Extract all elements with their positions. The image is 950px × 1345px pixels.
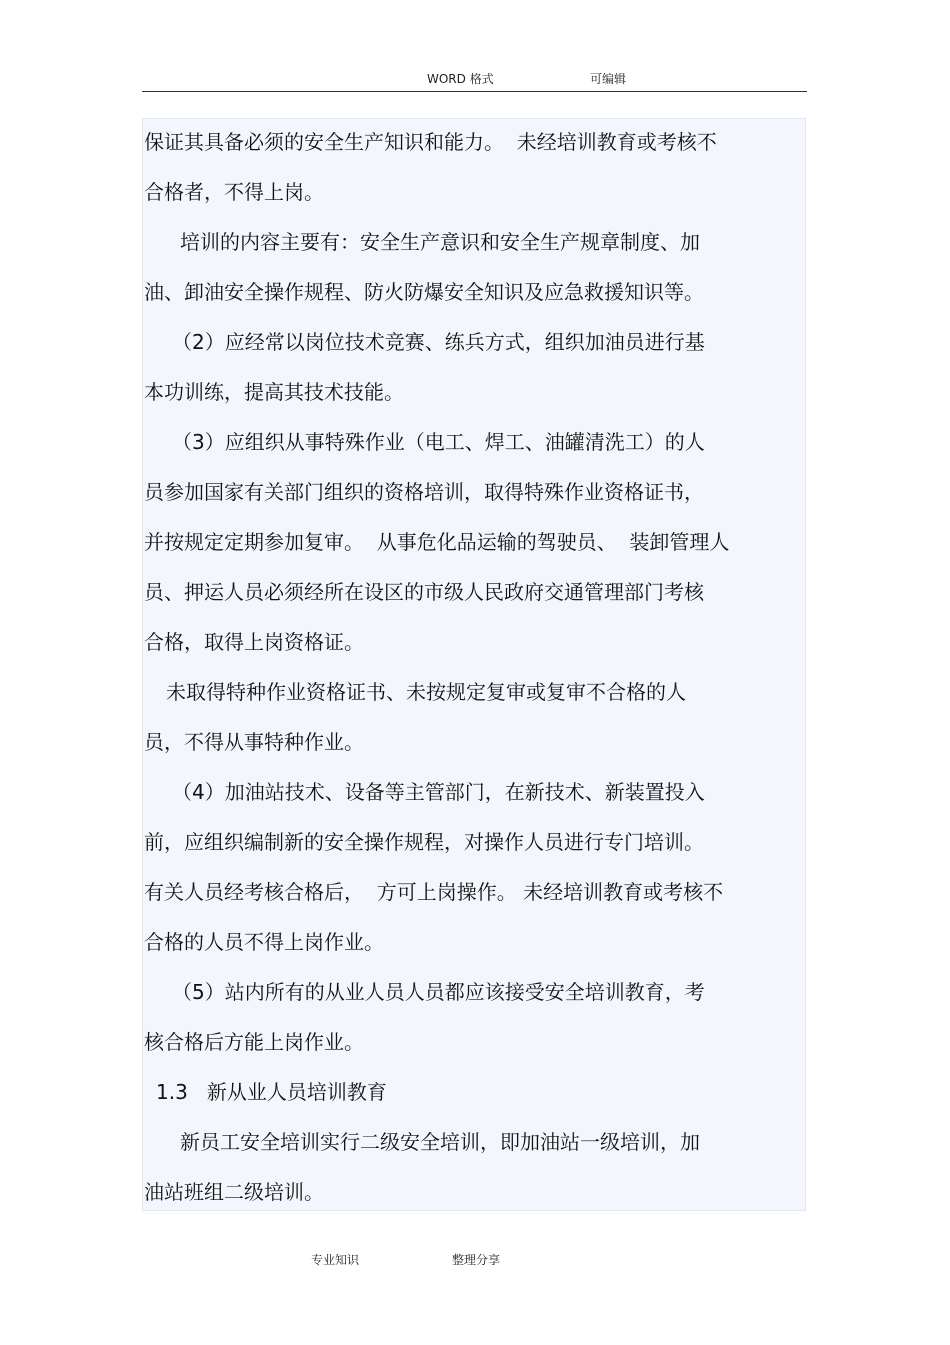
text-line: 新员工安全培训实行二级安全培训，即加油站一级培训，加 bbox=[180, 1130, 700, 1154]
header-left-label: WORD 格式 bbox=[427, 72, 494, 86]
text-line: （3）应组织从事特殊作业（电工、焊工、油罐清洗工）的人 bbox=[172, 430, 705, 454]
text-line: 员，不得从事特种作业。 bbox=[144, 730, 364, 754]
text-line: （4）加油站技术、设备等主管部门，在新技术、新装置投入 bbox=[172, 780, 705, 804]
text-line: 员、押运人员必须经所在设区的市级人民政府交通管理部门考核 bbox=[144, 580, 704, 604]
header-divider bbox=[142, 91, 807, 92]
text-line: 合格，取得上岗资格证。 bbox=[144, 630, 364, 654]
text-line: 合格的人员不得上岗作业。 bbox=[144, 930, 384, 954]
text-line: 培训的内容主要有：安全生产意识和安全生产规章制度、加 bbox=[180, 230, 700, 254]
text-line: 油站班组二级培训。 bbox=[144, 1180, 324, 1204]
text-line: 有关人员经考核合格后， 方可上岗操作。 未经培训教育或考核不 bbox=[144, 880, 724, 904]
text-line: 核合格后方能上岗作业。 bbox=[144, 1030, 364, 1054]
text-line: （2）应经常以岗位技术竞赛、练兵方式，组织加油员进行基 bbox=[172, 330, 705, 354]
text-line: 未取得特种作业资格证书、未按规定复审或复审不合格的人 bbox=[166, 680, 686, 704]
text-line: 油、卸油安全操作规程、防火防爆安全知识及应急救援知识等。 bbox=[144, 280, 704, 304]
text-line: （5）站内所有的从业人员人员都应该接受安全培训教育，考 bbox=[172, 980, 705, 1004]
text-line: 员参加国家有关部门组织的资格培训，取得特殊作业资格证书， bbox=[144, 480, 704, 504]
footer-right-label: 整理分享 bbox=[452, 1253, 501, 1267]
text-line: 前，应组织编制新的安全操作规程，对操作人员进行专门培训。 bbox=[144, 830, 704, 854]
text-line: 合格者，不得上岗。 bbox=[144, 180, 324, 204]
text-line: 并按规定定期参加复审。 从事危化品运输的驾驶员、 装卸管理人 bbox=[144, 530, 730, 554]
section-heading: 1.3 新从业人员培训教育 bbox=[156, 1080, 387, 1104]
footer-left-label: 专业知识 bbox=[311, 1253, 360, 1267]
text-line: 保证其具备必须的安全生产知识和能力。 未经培训教育或考核不 bbox=[144, 130, 717, 154]
header-right-label: 可编辑 bbox=[590, 72, 627, 86]
text-line: 本功训练，提高其技术技能。 bbox=[144, 380, 404, 404]
